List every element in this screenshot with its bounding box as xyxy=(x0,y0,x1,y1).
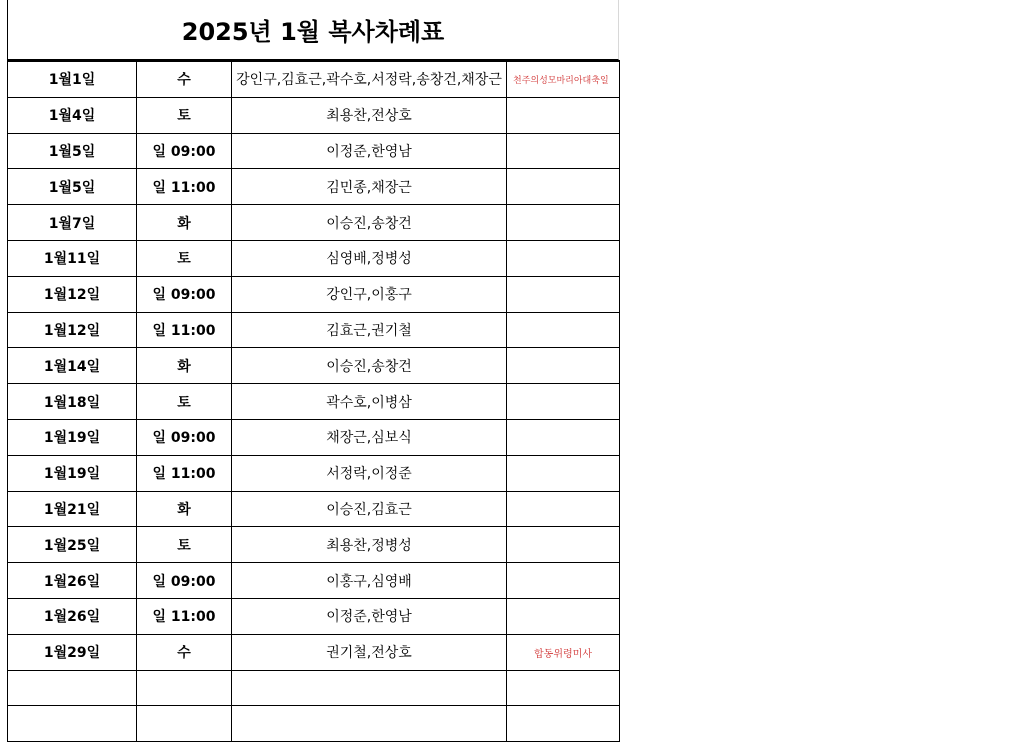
sheet-title: 2025년 1월 복사차례표 xyxy=(7,0,619,60)
table-row xyxy=(8,169,620,205)
table-row xyxy=(8,97,620,133)
date-cell[interactable]: 1월5일 xyxy=(8,133,137,169)
table-row xyxy=(8,491,620,527)
names-cell[interactable]: 강인구,김효근,곽수호,서정락,송창건,채장근 xyxy=(232,61,507,97)
note-cell[interactable] xyxy=(507,312,620,348)
names-cell[interactable]: 김효근,권기철 xyxy=(232,312,507,348)
names-cell[interactable]: 김민종,채장근 xyxy=(232,169,507,205)
day-cell[interactable]: 일 09:00 xyxy=(137,133,232,169)
note-cell[interactable]: 천주의성모마리아대축일 xyxy=(507,61,620,97)
table-row xyxy=(8,670,620,706)
day-cell[interactable]: 토 xyxy=(137,527,232,563)
schedule-rows xyxy=(8,61,620,742)
note-cell[interactable] xyxy=(507,133,620,169)
names-cell[interactable]: 서정락,이정준 xyxy=(232,455,507,491)
note-cell[interactable] xyxy=(507,205,620,241)
table-row xyxy=(8,419,620,455)
names-cell[interactable] xyxy=(232,706,507,742)
day-cell[interactable] xyxy=(137,706,232,742)
day-cell[interactable] xyxy=(137,670,232,706)
day-cell[interactable]: 일 11:00 xyxy=(137,312,232,348)
table-row xyxy=(8,205,620,241)
note-cell[interactable] xyxy=(507,419,620,455)
date-cell[interactable] xyxy=(8,706,137,742)
date-cell[interactable] xyxy=(8,670,137,706)
day-cell[interactable]: 일 09:00 xyxy=(137,419,232,455)
names-cell[interactable]: 권기철,전상호 xyxy=(232,634,507,670)
note-cell[interactable] xyxy=(507,527,620,563)
note-cell[interactable] xyxy=(507,706,620,742)
spreadsheet xyxy=(7,0,619,739)
date-cell[interactable]: 1월26일 xyxy=(8,563,137,599)
day-cell[interactable]: 수 xyxy=(137,634,232,670)
names-cell[interactable]: 이정준,한영남 xyxy=(232,133,507,169)
table-row xyxy=(8,384,620,420)
names-cell[interactable]: 최용찬,전상호 xyxy=(232,97,507,133)
note-cell[interactable] xyxy=(507,455,620,491)
day-cell[interactable]: 일 11:00 xyxy=(137,169,232,205)
day-cell[interactable]: 일 09:00 xyxy=(137,276,232,312)
names-cell[interactable]: 최용찬,정병성 xyxy=(232,527,507,563)
names-cell[interactable]: 이홍구,심영배 xyxy=(232,563,507,599)
note-cell[interactable] xyxy=(507,240,620,276)
table-row xyxy=(8,706,620,742)
table-row xyxy=(8,240,620,276)
day-cell[interactable]: 화 xyxy=(137,205,232,241)
note-cell[interactable] xyxy=(507,670,620,706)
table-row xyxy=(8,527,620,563)
date-cell[interactable]: 1월4일 xyxy=(8,97,137,133)
day-cell[interactable]: 일 11:00 xyxy=(137,598,232,634)
date-cell[interactable]: 1월5일 xyxy=(8,169,137,205)
names-cell[interactable]: 곽수호,이병삼 xyxy=(232,384,507,420)
date-cell[interactable]: 1월29일 xyxy=(8,634,137,670)
day-cell[interactable]: 화 xyxy=(137,348,232,384)
date-cell[interactable]: 1월7일 xyxy=(8,205,137,241)
date-cell[interactable]: 1월25일 xyxy=(8,527,137,563)
names-cell[interactable]: 이승진,송창건 xyxy=(232,348,507,384)
date-cell[interactable]: 1월18일 xyxy=(8,384,137,420)
table-row xyxy=(8,133,620,169)
note-cell[interactable]: 합동위령미사 xyxy=(507,634,620,670)
note-cell[interactable] xyxy=(507,348,620,384)
note-cell[interactable] xyxy=(507,491,620,527)
note-cell[interactable] xyxy=(507,169,620,205)
date-cell[interactable]: 1월14일 xyxy=(8,348,137,384)
names-cell[interactable]: 심영배,정병성 xyxy=(232,240,507,276)
day-cell[interactable]: 수 xyxy=(137,61,232,97)
note-cell[interactable] xyxy=(507,276,620,312)
date-cell[interactable]: 1월19일 xyxy=(8,455,137,491)
date-cell[interactable]: 1월11일 xyxy=(8,240,137,276)
table-row xyxy=(8,276,620,312)
date-cell[interactable]: 1월21일 xyxy=(8,491,137,527)
names-cell[interactable]: 강인구,이홍구 xyxy=(232,276,507,312)
date-cell[interactable]: 1월19일 xyxy=(8,419,137,455)
day-cell[interactable]: 화 xyxy=(137,491,232,527)
table-row xyxy=(8,455,620,491)
names-cell[interactable]: 이승진,김효근 xyxy=(232,491,507,527)
day-cell[interactable]: 일 11:00 xyxy=(137,455,232,491)
date-cell[interactable]: 1월1일 xyxy=(8,61,137,97)
day-cell[interactable]: 토 xyxy=(137,97,232,133)
table-row xyxy=(8,312,620,348)
names-cell[interactable]: 이정준,한영남 xyxy=(232,598,507,634)
table-row xyxy=(8,598,620,634)
table-row xyxy=(8,61,620,97)
schedule-table xyxy=(7,60,620,742)
date-cell[interactable]: 1월12일 xyxy=(8,276,137,312)
table-row xyxy=(8,348,620,384)
day-cell[interactable]: 토 xyxy=(137,384,232,420)
note-cell[interactable] xyxy=(507,384,620,420)
day-cell[interactable]: 일 09:00 xyxy=(137,563,232,599)
day-cell[interactable]: 토 xyxy=(137,240,232,276)
note-cell[interactable] xyxy=(507,97,620,133)
note-cell[interactable] xyxy=(507,563,620,599)
table-row xyxy=(8,634,620,670)
table-row xyxy=(8,563,620,599)
names-cell[interactable]: 채장근,심보식 xyxy=(232,419,507,455)
names-cell[interactable] xyxy=(232,670,507,706)
date-cell[interactable]: 1월26일 xyxy=(8,598,137,634)
note-cell[interactable] xyxy=(507,598,620,634)
names-cell[interactable]: 이승진,송창건 xyxy=(232,205,507,241)
date-cell[interactable]: 1월12일 xyxy=(8,312,137,348)
